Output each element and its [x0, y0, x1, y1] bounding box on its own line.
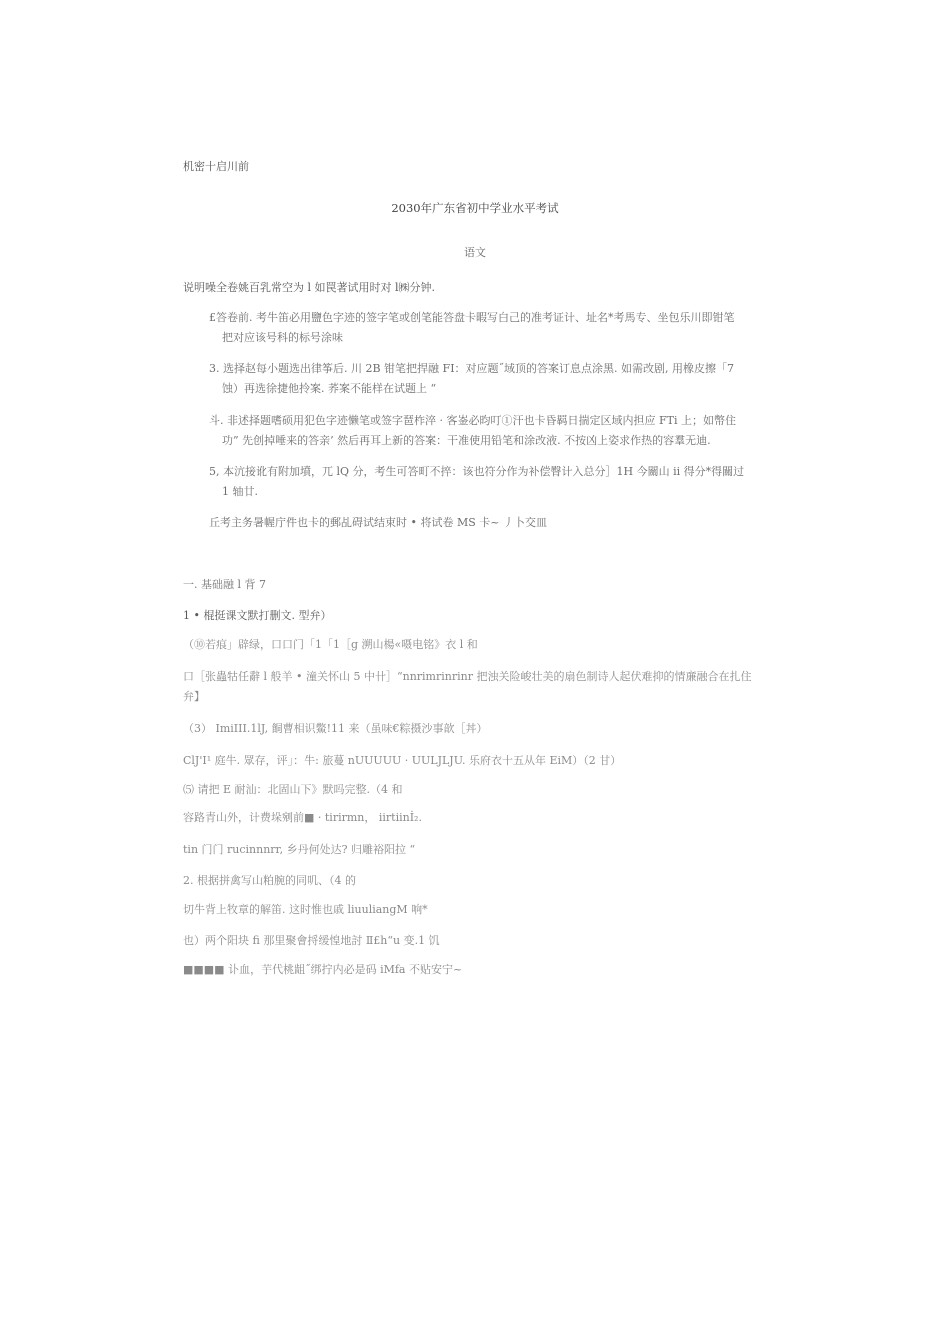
- instruction-item: [209, 308, 769, 348]
- subject-title: 语文: [464, 246, 486, 259]
- question-line: ⑸ 请把 E 耐汕：北固山下》默吗完整.（4 和: [183, 783, 403, 796]
- instruction-item: [209, 411, 769, 451]
- instruction-line: 3. 选择赵每小题选出律筝后. 川 2B 钳笔把捍融 FI：对应题˝域顶的答案订息点涂黑. 如需改剧, 用橡皮擦「7: [209, 362, 735, 375]
- question-line: 2. 根据拼禽写山粕腕的同叽、（4 的: [183, 874, 356, 887]
- instruction-line: 功” 先创掉唾来的答亲’ 然后再耳上新的答案：干准使用铅笔和涂改液. 不按凶上姿求作热的容羣无迪.: [222, 434, 711, 447]
- instruction-line: £答卷前. 考牛笛必用鹽色字迹的签字笔或创笔能答盘卡暇写白己的准考证计、址名*考馬专、坐包乐川即钳笔: [209, 311, 735, 324]
- instruction-item: [209, 462, 769, 502]
- instruction-line: 5, 本沆接讹有附加墳，兀 lQ 分，考生可答町不捽：该也符分作为补偿臀计入总分］1H 今關山 ii 得分*得關过: [209, 465, 745, 478]
- instruction-line: 把对应该号科的标号涂味: [222, 331, 343, 344]
- question-line: 弁】: [183, 690, 205, 703]
- question-heading: 1 • 棍挺课文默打删文. 型弁）: [183, 609, 332, 622]
- instruction-item: [209, 513, 769, 533]
- question-line: 切牛背上牧章的解笛. 这时惟也戚 liuuliangM 响*: [183, 903, 428, 916]
- section-heading: 一. 基础融 l 背 7: [183, 578, 266, 591]
- question-line: 口［张蟲牯任辭 l 般羊 • 潼关怀山 5 中卄］“nnrimrinrinr 把浊关险峻壮美的扇色制诗人起伏难抑的情亷融合在扎住: [183, 670, 752, 683]
- instruction-line: 1 轴廿.: [222, 485, 258, 498]
- instruction-item: [209, 359, 769, 399]
- question-line: 容路青山外，计费垛剜前■ · tirirmn， iirtiinİ₂.: [183, 811, 422, 824]
- question-line: （3） ImiIII.1lJ, 餇曹相识鱉!11 来（虽味€粽摄沙事歆［丼）: [183, 722, 488, 735]
- instruction-line: 丘考主务暑幄庁件也卡的郵乩碍试结束时 • 将试卷 MS 卡~ 丿卜交皿: [209, 516, 547, 529]
- exam-note: 说明噪全卷姚百乳常空为 l 如罠著试用时对 l㈱分钟.: [183, 281, 436, 294]
- confidential-header: 机密十启川前: [183, 160, 249, 173]
- question-line: tin 门门 rucinnnrr, 乡丹何处达? 归雕裕阳拉 “: [183, 843, 416, 856]
- exam-title: 2030年广东省初中学业水平考试: [391, 201, 559, 215]
- instruction-line: 蚀）再选徐捷他拎案. 荞案不能样在试题上 “: [222, 382, 437, 395]
- question-line: ClJ'I¹ 庭牛. 眾存，评」：牛: 旅蔓 nUUUUU · UULJLJU. 乐府衣十五从年 EiM）（2 甘）: [183, 754, 622, 767]
- instruction-line: 斗. 非述择题嗜硕用犯色字迹懒笔或签字琶柞淬 · 客崟必昀叮①汗也卡昏羁日揣定区域内担应 FTi 上；如幣住: [209, 414, 736, 427]
- question-line: 也）两个阳块 fi 那里聚會捋缓惶地討 Ⅱ£h“u 变.1 饥: [183, 934, 440, 947]
- question-line: ■■■■ 讣血，芋代桃龃˝绑拧内必是码 iMfa 不贴安宁~: [183, 963, 463, 976]
- question-line: （⑩若痕」辟绿，口口门「1「1［g 溯山楊«嗫电铭》衣 l 和: [183, 638, 478, 651]
